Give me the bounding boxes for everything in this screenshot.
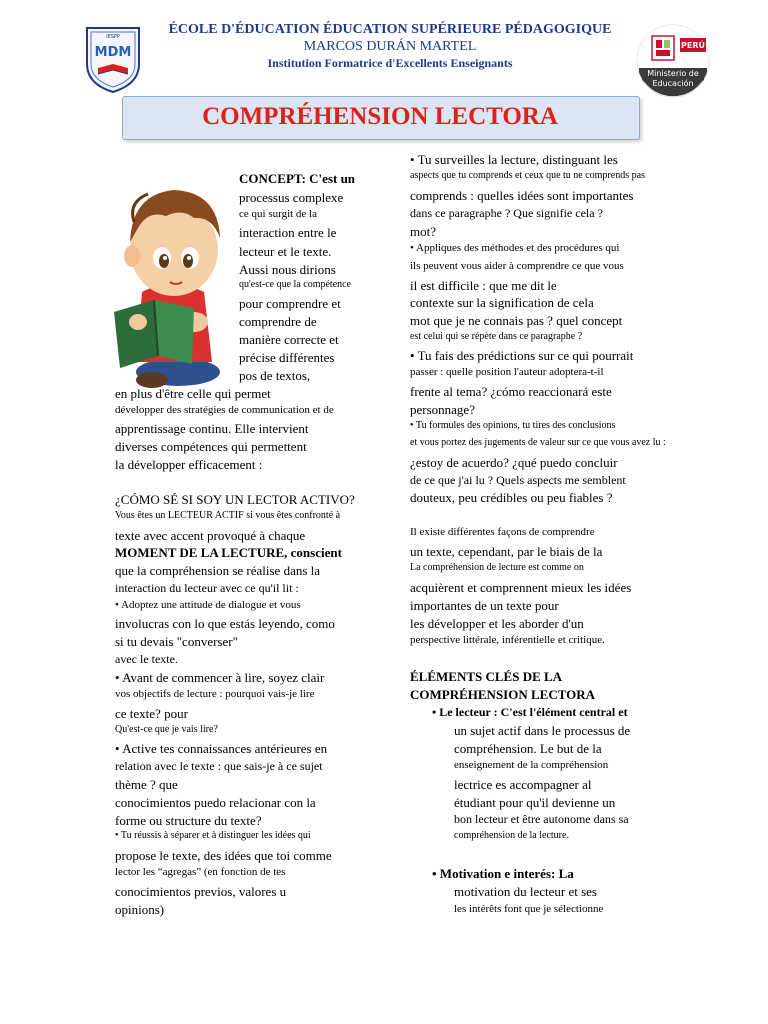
- text-line: est celui qui se répète dans ce paragraphe ?: [410, 331, 583, 342]
- ministry-logo: [636, 24, 710, 98]
- text-line: enseignement de la compréhension: [454, 759, 609, 771]
- bullet-line: • Tu réussis à séparer et à distinguer les idées qui: [115, 830, 311, 841]
- text-line: interaction du lecteur avec ce qu'il lit :: [115, 581, 299, 595]
- text-line: bon lecteur et être autonome dans sa: [454, 812, 629, 826]
- section-heading-key-elements: ÉLÉMENTS CLÉS DE LA: [410, 669, 563, 684]
- text-line: en plus d'être celle qui permet: [115, 386, 271, 401]
- text-line: acquièrent et comprennent mieux les idées: [410, 580, 632, 595]
- concept-heading: CONCEPT: C'est un: [239, 171, 356, 186]
- text-line: mot que je ne connais pas ? quel concept: [410, 313, 623, 328]
- text-line: involucras con lo que estás leyendo, como: [115, 616, 335, 631]
- bullet-line: • Tu fais des prédictions sur ce qui pourrait: [410, 348, 634, 363]
- text-line: interaction entre le: [239, 225, 337, 240]
- text-line: douteux, peu crédibles ou peu fiables ?: [410, 490, 613, 505]
- text-line: Il existe différentes façons de comprendre: [410, 526, 595, 538]
- text-line: que la compréhension se réalise dans la: [115, 563, 321, 578]
- bullet-line: • Tu formules des opinions, tu tires des conclusions: [410, 420, 616, 431]
- header-school-name: ÉCOLE D'ÉDUCATION ÉDUCATION SUPÉRIEURE PÉDAGOGIQUE: [168, 22, 612, 37]
- text-line: motivation du lecteur et ses: [454, 884, 597, 899]
- text-line: dans ce paragraphe ? Que signifie cela ?: [410, 206, 603, 220]
- header-school-subname: MARCOS DURÁN MARTEL: [303, 39, 477, 54]
- page-title: COMPRÉHENSION LECTORA: [202, 103, 558, 130]
- bullet-line: • Le lecteur : C'est l'élément central et: [432, 705, 628, 719]
- text-line: texte avec accent provoqué à chaque: [115, 528, 306, 543]
- text-line: vos objectifs de lecture : pourquoi vais-je lire: [115, 688, 315, 700]
- text-line: opinions): [115, 902, 165, 917]
- text-line: apprentissage continu. Elle intervient: [115, 421, 309, 436]
- text-line: ce qui surgit de la: [239, 208, 317, 220]
- svg-text:PERÚ: PERÚ: [681, 41, 705, 50]
- text-line: un texte, cependant, par le biais de la: [410, 544, 603, 559]
- text-line: Aussi nous dirions: [239, 262, 336, 277]
- text-line: diverses compétences qui permettent: [115, 439, 307, 454]
- text-line: forme ou structure du texte?: [115, 813, 262, 828]
- section-heading-active-reader: ¿CÓMO SÉ SI SOY UN LECTOR ACTIVO?: [115, 492, 355, 507]
- school-logo: [84, 24, 142, 94]
- text-line: perspective littérale, inférentielle et critique.: [410, 634, 605, 646]
- text-line: comprends : quelles idées sont importantes: [410, 188, 634, 203]
- svg-text:MDM: MDM: [94, 45, 132, 60]
- text-line: relation avec le texte : que sais-je à ce sujet: [115, 759, 323, 773]
- text-line: ¿estoy de acuerdo? ¿qué puedo concluir: [410, 455, 618, 470]
- text-line: si tu devais "converser": [115, 634, 238, 649]
- bullet-line: • Motivation e interés: La: [432, 866, 574, 881]
- text-line: aspects que tu comprends et ceux que tu ne comprends pas: [410, 170, 645, 181]
- text-line: processus complexe: [239, 190, 344, 205]
- text-line: frente al tema? ¿cómo reaccionará este: [410, 384, 612, 399]
- svg-text:IESPP: IESPP: [106, 34, 120, 40]
- text-line: la développer efficacement :: [115, 457, 263, 472]
- svg-text:Educación: Educación: [652, 79, 694, 88]
- text-line: il est difficile : que me dit le: [410, 278, 557, 293]
- text-line: comprendre de: [239, 314, 317, 329]
- svg-text:Ministerio de: Ministerio de: [647, 69, 699, 78]
- text-line: ce texte? pour: [115, 706, 188, 721]
- text-line: conocimientos previos, valores u: [115, 884, 287, 899]
- text-line: étudiant pour qu'il devienne un: [454, 795, 616, 810]
- text-line: manière correcte et: [239, 332, 339, 347]
- text-line: propose le texte, des idées que toi comme: [115, 848, 332, 863]
- text-line: passer : quelle position l'auteur adoptera-t-il: [410, 366, 604, 378]
- bullet-line: • Adoptez une attitude de dialogue et vous: [115, 599, 301, 611]
- text-line: pos de textos,: [239, 368, 311, 383]
- text-line: ils peuvent vous aider à comprendre ce que vous: [410, 260, 624, 272]
- text-line: lecteur et le texte.: [239, 244, 332, 259]
- text-line: MOMENT DE LA LECTURE, conscient: [115, 545, 342, 560]
- text-line: précise différentes: [239, 350, 335, 365]
- text-line: les intérêts font que je sélectionne: [454, 903, 604, 915]
- text-line: de ce que j'ai lu ? Quels aspects me semblent: [410, 473, 626, 487]
- text-line: personnage?: [410, 402, 475, 417]
- text-line: développer des stratégies de communication et de: [115, 404, 334, 416]
- text-line: conocimientos puedo relacionar con la: [115, 795, 316, 810]
- text-line: compréhension. Le but de la: [454, 741, 602, 756]
- text-line: contexte sur la signification de cela: [410, 295, 594, 310]
- section-heading-key-elements-2: COMPRÉHENSION LECTORA: [410, 687, 596, 702]
- bullet-line: • Appliques des méthodes et des procédures qui: [410, 242, 620, 254]
- header-motto: Institution Formatrice d'Excellents Enseignants: [267, 56, 513, 70]
- text-line: compréhension de la lecture.: [454, 830, 569, 841]
- text-line: importantes de un texte pour: [410, 598, 559, 613]
- text-line: lector les “agregas” (en fonction de tes: [115, 866, 286, 878]
- text-line: lectrice es accompagner al: [454, 777, 592, 792]
- text-line: avec le texte.: [115, 652, 178, 666]
- text-line: qu'est-ce que la compétence: [239, 279, 352, 290]
- text-line: les développer et les aborder d'un: [410, 616, 584, 631]
- text-line: un sujet actif dans le processus de: [454, 723, 631, 738]
- bullet-line: • Active tes connaissances antérieures en: [115, 741, 328, 756]
- text-line: pour comprendre et: [239, 296, 341, 311]
- bullet-line: • Tu surveilles la lecture, distinguant les: [410, 152, 618, 167]
- text-line: et vous portez des jugements de valeur sur ce que vous avez lu :: [410, 437, 666, 448]
- text-line: mot?: [410, 224, 436, 239]
- text-line: Vous êtes un LECTEUR ACTIF si vous êtes confronté à: [115, 510, 341, 521]
- text-line: La compréhension de lecture est comme on: [410, 562, 584, 573]
- text-line: Qu'est-ce que je vais lire?: [115, 724, 218, 735]
- bullet-line: • Avant de commencer à lire, soyez clair: [115, 670, 325, 685]
- boy-reading-illustration: [108, 172, 236, 392]
- text-line: thème ? que: [115, 777, 178, 792]
